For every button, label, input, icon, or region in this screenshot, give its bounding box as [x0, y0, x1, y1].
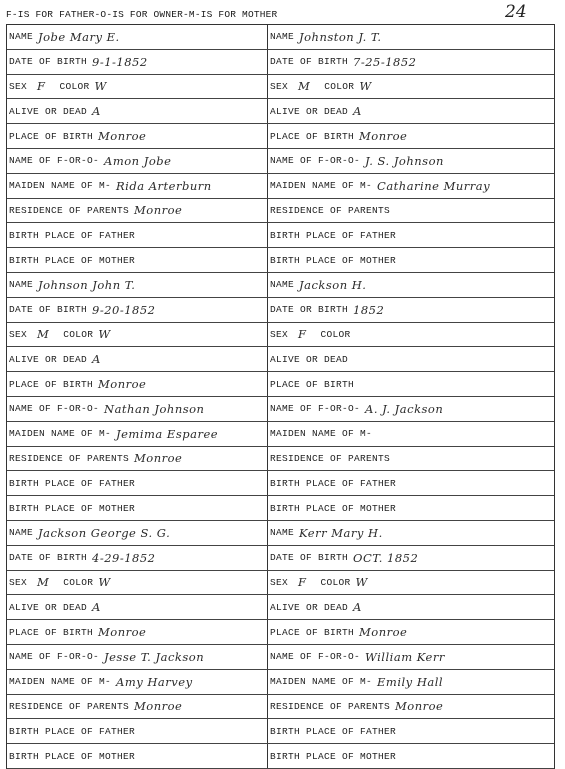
- handwritten-value: Amy Harvey: [116, 674, 193, 689]
- form-row: [7, 546, 554, 571]
- form-row: [7, 124, 554, 149]
- handwritten-value: M: [37, 575, 50, 590]
- handwritten-value: A: [353, 600, 362, 615]
- field-label: NAME: [270, 31, 295, 43]
- field-sex: [270, 571, 552, 595]
- handwritten-value: A: [92, 104, 101, 119]
- field-birth-place-of-father: [270, 471, 552, 495]
- field-label: ALIVE OR DEAD: [270, 353, 349, 365]
- handwritten-value: A: [353, 104, 362, 119]
- field-label: RESIDENCE OF PARENTS: [9, 204, 130, 216]
- field-label: ALIVE OR DEAD: [270, 105, 349, 117]
- field-birth-place-of-father: [270, 223, 552, 247]
- form-row: [7, 174, 554, 199]
- field-label: BIRTH PLACE OF FATHER: [9, 229, 136, 241]
- field-place-of-birth: [270, 372, 552, 396]
- field-place-of-birth: [9, 124, 265, 148]
- form-row: [7, 149, 554, 174]
- field-label: NAME: [9, 31, 34, 43]
- handwritten-value: 7-25-1852: [353, 54, 417, 69]
- field-label: RESIDENCE OF PARENTS: [270, 700, 391, 712]
- field-residence-of-parents: [270, 199, 552, 223]
- field-label: PLACE OF BIRTH: [9, 130, 94, 142]
- field-label: BIRTH PLACE OF FATHER: [9, 725, 136, 737]
- handwritten-value-color: W: [94, 79, 107, 94]
- field-label: DATE OR BIRTH: [270, 304, 349, 316]
- form-row: [7, 347, 554, 372]
- handwritten-value: Catharine Murray: [377, 178, 491, 193]
- form-row: [7, 719, 554, 744]
- handwritten-value: Emily Hall: [377, 674, 444, 689]
- field-sex: [270, 323, 552, 347]
- field-name: [270, 25, 552, 49]
- handwritten-value: Monroe: [98, 625, 147, 640]
- field-label: SEX: [9, 576, 28, 588]
- field-label: NAME OF F-OR-O-: [9, 651, 100, 663]
- field-label: SEX: [270, 576, 289, 588]
- field-label: SEX: [9, 80, 28, 92]
- form-row: [7, 571, 554, 596]
- field-label: ALIVE OR DEAD: [270, 601, 349, 613]
- handwritten-value-color: W: [359, 79, 372, 94]
- field-label: SEX: [270, 80, 289, 92]
- field-place-of-birth: [270, 620, 552, 644]
- field-label-color: COLOR: [63, 576, 94, 588]
- field-name-of-f-or-o: [9, 397, 265, 421]
- form-row: [7, 695, 554, 720]
- field-label: NAME: [270, 527, 295, 539]
- form-row: [7, 471, 554, 496]
- field-label: NAME OF F-OR-O-: [270, 155, 361, 167]
- field-label: RESIDENCE OF PARENTS: [270, 204, 391, 216]
- field-name-of-f-or-o: [9, 149, 265, 173]
- field-maiden-name-of-m: [9, 422, 265, 446]
- form-row: [7, 372, 554, 397]
- field-birth-place-of-mother: [9, 744, 265, 768]
- field-label: BIRTH PLACE OF MOTHER: [9, 502, 136, 514]
- field-label-color: COLOR: [63, 328, 94, 340]
- handwritten-value: Monroe: [134, 699, 183, 714]
- field-maiden-name-of-m: [9, 174, 265, 198]
- form-row: [7, 397, 554, 422]
- field-sex: [9, 571, 265, 595]
- field-date-of-birth: [9, 298, 265, 322]
- field-date-or-birth: [270, 298, 552, 322]
- form-row: [7, 447, 554, 472]
- handwritten-value: 9-1-1852: [92, 54, 148, 69]
- field-label: MAIDEN NAME OF M-: [270, 428, 373, 440]
- field-label: BIRTH PLACE OF FATHER: [270, 229, 397, 241]
- field-alive-or-dead: [9, 347, 265, 371]
- handwritten-value-color: W: [98, 575, 111, 590]
- field-name-of-f-or-o: [270, 645, 552, 669]
- field-label: MAIDEN NAME OF M-: [9, 676, 112, 688]
- field-label: PLACE OF BIRTH: [9, 626, 94, 638]
- field-birth-place-of-father: [9, 223, 265, 247]
- field-label: PLACE OF BIRTH: [270, 378, 355, 390]
- field-maiden-name-of-m: [270, 670, 552, 694]
- field-label: ALIVE OR DEAD: [9, 105, 88, 117]
- form-row: [7, 620, 554, 645]
- field-label: BIRTH PLACE OF MOTHER: [9, 254, 136, 266]
- field-residence-of-parents: [270, 695, 552, 719]
- field-label: PLACE OF BIRTH: [270, 130, 355, 142]
- field-label: NAME OF F-OR-O-: [270, 403, 361, 415]
- form-row: [7, 670, 554, 695]
- field-label: BIRTH PLACE OF FATHER: [270, 725, 397, 737]
- field-label: SEX: [9, 328, 28, 340]
- field-name-of-f-or-o: [9, 645, 265, 669]
- field-name-of-f-or-o: [270, 149, 552, 173]
- birth-record-form: [6, 24, 555, 769]
- handwritten-value: J. S. Johnson: [365, 153, 444, 168]
- field-sex: [270, 75, 552, 99]
- field-label: MAIDEN NAME OF M-: [9, 180, 112, 192]
- field-birth-place-of-mother: [9, 248, 265, 272]
- field-birth-place-of-mother: [270, 496, 552, 520]
- field-name: [9, 273, 265, 297]
- handwritten-value: Johnson John T.: [38, 277, 136, 292]
- field-label: DATE OF BIRTH: [270, 56, 349, 68]
- handwritten-value: Rida Arterburn: [116, 178, 212, 193]
- field-label: NAME OF F-OR-O-: [9, 403, 100, 415]
- field-date-of-birth: [9, 546, 265, 570]
- handwritten-value: 4-29-1852: [92, 550, 156, 565]
- field-birth-place-of-father: [270, 719, 552, 743]
- field-label: DATE OF BIRTH: [9, 304, 88, 316]
- handwritten-value: A: [92, 352, 101, 367]
- form-row: [7, 298, 554, 323]
- field-birth-place-of-father: [9, 471, 265, 495]
- handwritten-value: Johnston J. T.: [299, 29, 382, 44]
- field-sex: [9, 323, 265, 347]
- handwritten-value: F: [37, 79, 46, 94]
- field-label: SEX: [270, 328, 289, 340]
- form-row: [7, 744, 554, 769]
- handwritten-value: A: [92, 600, 101, 615]
- handwritten-value: OCT. 1852: [353, 550, 419, 565]
- field-birth-place-of-mother: [270, 744, 552, 768]
- field-residence-of-parents: [9, 199, 265, 223]
- field-residence-of-parents: [9, 447, 265, 471]
- field-residence-of-parents: [9, 695, 265, 719]
- handwritten-value: Jackson George S. G.: [38, 525, 171, 540]
- handwritten-value: M: [37, 327, 50, 342]
- field-label: DATE OF BIRTH: [9, 552, 88, 564]
- handwritten-value: Amon Jobe: [104, 153, 172, 168]
- handwritten-value: Monroe: [98, 377, 147, 392]
- field-label: BIRTH PLACE OF MOTHER: [270, 502, 397, 514]
- field-place-of-birth: [270, 124, 552, 148]
- field-label: NAME: [9, 527, 34, 539]
- field-label: BIRTH PLACE OF MOTHER: [270, 254, 397, 266]
- field-label-color: COLOR: [59, 80, 90, 92]
- field-birth-place-of-mother: [270, 248, 552, 272]
- field-label: NAME: [270, 279, 295, 291]
- field-label: PLACE OF BIRTH: [270, 626, 355, 638]
- field-date-of-birth: [270, 50, 552, 74]
- field-alive-or-dead: [270, 595, 552, 619]
- handwritten-value-color: W: [98, 327, 111, 342]
- form-row: [7, 25, 554, 50]
- field-label: MAIDEN NAME OF M-: [270, 676, 373, 688]
- field-label: DATE OF BIRTH: [9, 56, 88, 68]
- form-row: [7, 223, 554, 248]
- form-row: [7, 422, 554, 447]
- field-maiden-name-of-m: [270, 174, 552, 198]
- form-row: [7, 496, 554, 521]
- handwritten-value: Jemima Esparee: [116, 426, 219, 441]
- form-row: [7, 273, 554, 298]
- handwritten-value: Jobe Mary E.: [38, 29, 120, 44]
- field-name-of-f-or-o: [270, 397, 552, 421]
- form-row: [7, 595, 554, 620]
- handwritten-value: F: [298, 327, 307, 342]
- form-row: [7, 645, 554, 670]
- field-label: BIRTH PLACE OF MOTHER: [9, 750, 136, 762]
- form-row: [7, 521, 554, 546]
- field-place-of-birth: [9, 620, 265, 644]
- handwritten-value: 9-20-1852: [92, 302, 156, 317]
- handwritten-value: Jackson H.: [299, 277, 367, 292]
- field-label: RESIDENCE OF PARENTS: [9, 700, 130, 712]
- field-date-of-birth: [9, 50, 265, 74]
- page-number: 24: [505, 2, 527, 22]
- handwritten-value: Monroe: [359, 625, 408, 640]
- field-birth-place-of-mother: [9, 496, 265, 520]
- field-label-color: COLOR: [320, 328, 351, 340]
- handwritten-value: 1852: [353, 302, 385, 317]
- field-place-of-birth: [9, 372, 265, 396]
- field-alive-or-dead: [270, 347, 552, 371]
- field-label: ALIVE OR DEAD: [9, 601, 88, 613]
- handwritten-value-color: W: [355, 575, 368, 590]
- field-label: MAIDEN NAME OF M-: [270, 180, 373, 192]
- handwritten-value: Monroe: [395, 699, 444, 714]
- field-label-color: COLOR: [324, 80, 355, 92]
- field-label-color: COLOR: [320, 576, 351, 588]
- field-residence-of-parents: [270, 447, 552, 471]
- form-row: [7, 199, 554, 224]
- field-label: PLACE OF BIRTH: [9, 378, 94, 390]
- field-label: ALIVE OR DEAD: [9, 353, 88, 365]
- handwritten-value: M: [298, 79, 311, 94]
- field-label: NAME OF F-OR-O-: [9, 155, 100, 167]
- field-label: MAIDEN NAME OF M-: [9, 428, 112, 440]
- field-label: RESIDENCE OF PARENTS: [270, 452, 391, 464]
- form-row: [7, 50, 554, 75]
- form-header: F-IS FOR FATHER-O-IS FOR OWNER-M-IS FOR MOTHER: [6, 9, 278, 20]
- field-label: RESIDENCE OF PARENTS: [9, 452, 130, 464]
- field-name: [270, 521, 552, 545]
- field-birth-place-of-father: [9, 719, 265, 743]
- handwritten-value: Monroe: [359, 129, 408, 144]
- field-label: BIRTH PLACE OF MOTHER: [270, 750, 397, 762]
- field-sex: [9, 75, 265, 99]
- handwritten-value: Jesse T. Jackson: [104, 649, 205, 664]
- field-alive-or-dead: [9, 595, 265, 619]
- form-row: [7, 75, 554, 100]
- handwritten-value: F: [298, 575, 307, 590]
- field-date-of-birth: [270, 546, 552, 570]
- handwritten-value: Monroe: [134, 203, 183, 218]
- field-label: BIRTH PLACE OF FATHER: [9, 477, 136, 489]
- field-maiden-name-of-m: [270, 422, 552, 446]
- handwritten-value: Monroe: [134, 451, 183, 466]
- field-label: DATE OF BIRTH: [270, 552, 349, 564]
- field-maiden-name-of-m: [9, 670, 265, 694]
- handwritten-value: A. J. Jackson: [365, 401, 444, 416]
- field-label: NAME: [9, 279, 34, 291]
- handwritten-value: William Kerr: [365, 649, 445, 664]
- handwritten-value: Monroe: [98, 129, 147, 144]
- form-row: [7, 99, 554, 124]
- form-row: [7, 248, 554, 273]
- form-row: [7, 323, 554, 348]
- field-name: [9, 25, 265, 49]
- field-alive-or-dead: [270, 99, 552, 123]
- field-label: BIRTH PLACE OF FATHER: [270, 477, 397, 489]
- field-alive-or-dead: [9, 99, 265, 123]
- field-name: [9, 521, 265, 545]
- handwritten-value: Nathan Johnson: [104, 401, 205, 416]
- field-name: [270, 273, 552, 297]
- handwritten-value: Kerr Mary H.: [299, 525, 383, 540]
- field-label: NAME OF F-OR-O-: [270, 651, 361, 663]
